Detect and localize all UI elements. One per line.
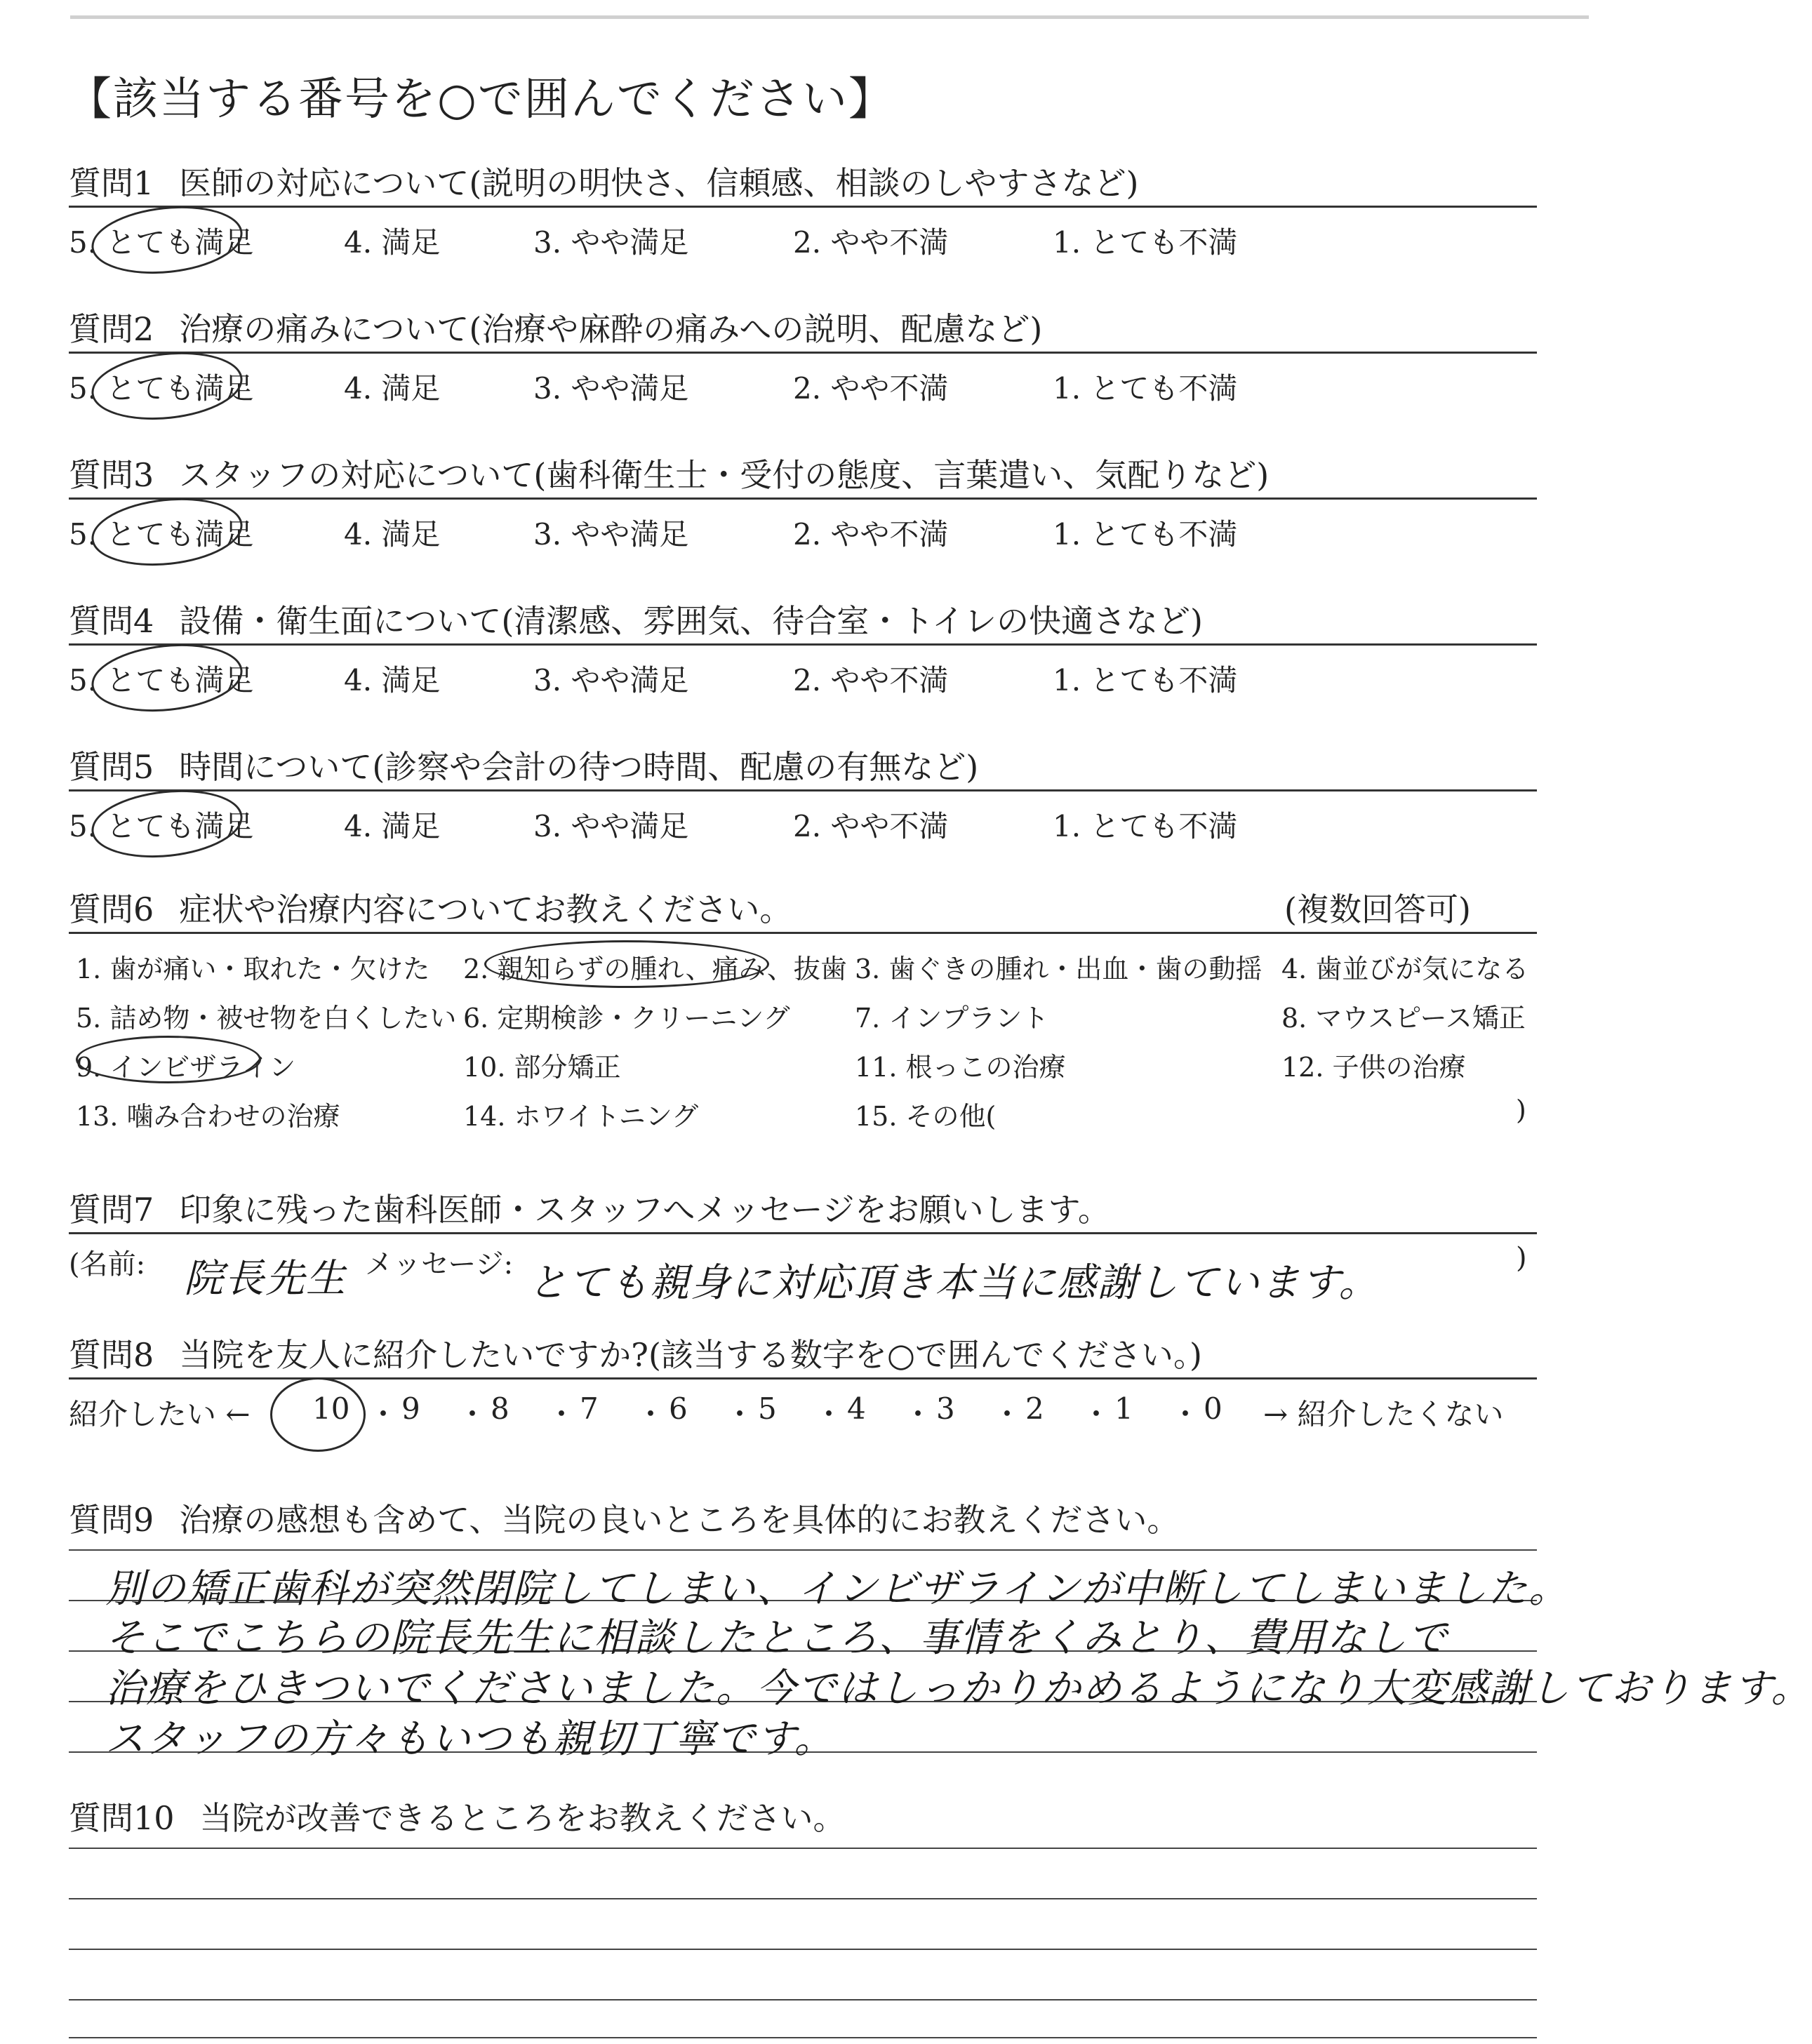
question-rule bbox=[69, 789, 1537, 791]
handwritten-message: とても親身に対応頂き本当に感謝しています。 bbox=[528, 1260, 1380, 1306]
question-text: 治療の感想も含めて、当院の良いところを具体的にお教えください。 bbox=[179, 1501, 1180, 1539]
rating-option[interactable]: 1. とても不満 bbox=[1053, 517, 1238, 552]
rating-option[interactable]: 2. やや不満 bbox=[793, 225, 949, 260]
question-rule bbox=[69, 497, 1537, 500]
question-text: 当院が改善できるところをお教えください。 bbox=[199, 1799, 846, 1837]
scale-separator: ・ bbox=[547, 1397, 577, 1431]
question-text: 時間について(診察や会計の待つ時間、配慮の有無など) bbox=[179, 748, 979, 786]
question-rule bbox=[69, 1377, 1537, 1380]
treatment-option[interactable]: 8. マウスピース矯正 bbox=[1281, 1003, 1526, 1034]
rating-option[interactable]: 4. 満足 bbox=[344, 225, 441, 260]
selection-circle bbox=[88, 345, 246, 427]
rating-option[interactable]: 5. とても満足 bbox=[69, 809, 254, 843]
question-number: 質問10 bbox=[69, 1799, 175, 1837]
rating-option[interactable]: 3. やや満足 bbox=[533, 809, 689, 843]
rating-option[interactable]: 1. とても不満 bbox=[1053, 809, 1238, 843]
closing-paren: ) bbox=[1516, 1242, 1527, 1274]
scale-value[interactable]: 9 bbox=[401, 1391, 420, 1426]
question-text: 治療の痛みについて(治療や麻酔の痛みへの説明、配慮など) bbox=[179, 310, 1043, 348]
rating-option[interactable]: 3. やや満足 bbox=[533, 225, 689, 260]
question-text: スタッフの対応について(歯科衛生士・受付の態度、言葉遣い、気配りなど) bbox=[179, 456, 1270, 494]
question-number: 質問5 bbox=[69, 748, 154, 786]
treatment-option[interactable]: 11. 根っこの治療 bbox=[855, 1052, 1066, 1083]
question-rule bbox=[69, 932, 1537, 934]
rating-option[interactable]: 4. 満足 bbox=[344, 809, 441, 843]
rating-option[interactable]: 4. 満足 bbox=[344, 371, 441, 406]
scale-value[interactable]: 4 bbox=[847, 1391, 866, 1426]
handwritten-name: 院長先生 bbox=[184, 1256, 347, 1302]
scale-value[interactable]: 5 bbox=[758, 1391, 777, 1426]
question-number: 質問9 bbox=[69, 1501, 154, 1539]
scale-separator: ・ bbox=[992, 1397, 1022, 1431]
rating-option[interactable]: 5. とても満足 bbox=[69, 371, 254, 406]
question-number: 質問1 bbox=[69, 164, 154, 202]
question-rule bbox=[69, 643, 1537, 646]
scale-separator: ・ bbox=[458, 1397, 488, 1431]
question-text: 設備・衛生面について(清潔感、雰囲気、待合室・トイレの快適さなど) bbox=[179, 602, 1203, 640]
selection-circle bbox=[88, 491, 246, 573]
rating-option[interactable]: 2. やや不満 bbox=[793, 663, 949, 697]
question-number: 質問4 bbox=[69, 602, 154, 640]
scale-value[interactable]: 3 bbox=[936, 1391, 955, 1426]
question-number: 質問7 bbox=[69, 1191, 154, 1229]
treatment-option[interactable]: 12. 子供の治療 bbox=[1281, 1052, 1466, 1083]
scale-separator: ・ bbox=[903, 1397, 933, 1431]
rating-option[interactable]: 2. やや不満 bbox=[793, 371, 949, 406]
scale-separator: ・ bbox=[1171, 1397, 1201, 1431]
treatment-option[interactable]: 13. 噛み合わせの治療 bbox=[76, 1101, 340, 1132]
message-label: メッセージ: bbox=[365, 1248, 514, 1281]
question-number: 質問6 bbox=[69, 890, 154, 928]
multiple-answer-note: (複数回答可) bbox=[1284, 890, 1471, 928]
rating-option[interactable]: 5. とても満足 bbox=[69, 517, 254, 552]
rating-option[interactable]: 4. 満足 bbox=[344, 663, 441, 697]
scale-value[interactable]: 2 bbox=[1025, 1391, 1044, 1426]
answer-line: そこでこちらの院長先生に相談したところ、事情をくみとり、費用なしで bbox=[105, 1615, 1448, 1661]
question-rule bbox=[69, 352, 1537, 354]
treatment-option[interactable]: 15. その他( bbox=[855, 1101, 997, 1132]
scale-separator: ・ bbox=[368, 1397, 399, 1431]
question-text: 症状や治療内容についてお教えください。 bbox=[179, 890, 792, 928]
scale-value[interactable]: 10 bbox=[312, 1391, 350, 1426]
question-rule bbox=[69, 206, 1537, 208]
answer-line: 別の矯正歯科が突然閉院してしまい、インビザラインが中断してしまいました。 bbox=[105, 1566, 1570, 1612]
rating-option[interactable]: 5. とても満足 bbox=[69, 663, 254, 697]
rating-option[interactable]: 2. やや不満 bbox=[793, 517, 949, 552]
top-rule bbox=[70, 15, 1589, 19]
treatment-option[interactable]: 9. インビザライン bbox=[76, 1052, 296, 1083]
question-number: 質問3 bbox=[69, 456, 154, 494]
treatment-option[interactable]: 6. 定期検診・クリーニング bbox=[463, 1003, 790, 1034]
rating-option[interactable]: 5. とても満足 bbox=[69, 225, 254, 260]
selection-circle bbox=[484, 940, 769, 988]
scale-value[interactable]: 0 bbox=[1204, 1391, 1223, 1426]
selection-circle bbox=[88, 783, 246, 864]
selection-circle bbox=[88, 637, 246, 719]
question-number: 質問2 bbox=[69, 310, 154, 348]
treatment-option[interactable]: 7. インプラント bbox=[855, 1003, 1049, 1034]
scale-separator: ・ bbox=[814, 1397, 844, 1431]
rating-option[interactable]: 1. とても不満 bbox=[1053, 371, 1238, 406]
question-rule bbox=[69, 1232, 1537, 1234]
answer-line: 治療をひきついでくださいました。今ではしっかりかめるようになり大変感謝しております。 bbox=[105, 1666, 1812, 1711]
name-label: (名前: bbox=[69, 1248, 146, 1281]
scale-value[interactable]: 8 bbox=[491, 1391, 509, 1426]
rating-option[interactable]: 1. とても不満 bbox=[1053, 225, 1238, 260]
treatment-option[interactable]: 3. 歯ぐきの腫れ・出血・歯の動揺 bbox=[855, 954, 1263, 984]
rating-option[interactable]: 3. やや満足 bbox=[533, 663, 689, 697]
answer-line: スタッフの方々もいつも親切丁寧です。 bbox=[105, 1716, 835, 1762]
scale-separator: ・ bbox=[1081, 1397, 1112, 1431]
rating-option[interactable]: 3. やや満足 bbox=[533, 517, 689, 552]
question-text: 医師の対応について(説明の明快さ、信頼感、相談のしやすさなど) bbox=[179, 164, 1139, 202]
selection-circle bbox=[88, 199, 246, 281]
treatment-option: ) bbox=[1516, 1095, 1526, 1125]
treatment-option[interactable]: 10. 部分矯正 bbox=[463, 1052, 621, 1083]
treatment-option[interactable]: 2. 親知らずの腫れ、痛み、抜歯 bbox=[463, 954, 847, 984]
rating-option[interactable]: 3. やや満足 bbox=[533, 371, 689, 406]
selection-circle bbox=[270, 1377, 366, 1452]
rating-option[interactable]: 2. やや不満 bbox=[793, 809, 949, 843]
treatment-option[interactable]: 1. 歯が痛い・取れた・欠けた bbox=[76, 954, 430, 984]
recommend-right-label: → 紹介したくない bbox=[1263, 1397, 1504, 1431]
scale-separator: ・ bbox=[636, 1397, 666, 1431]
scale-separator: ・ bbox=[725, 1397, 755, 1431]
treatment-option[interactable]: 4. 歯並びが気になる bbox=[1281, 954, 1529, 984]
scale-value[interactable]: 7 bbox=[580, 1391, 599, 1426]
recommend-left-label: 紹介したい ← bbox=[69, 1397, 251, 1431]
question-text: 印象に残った歯科医師・スタッフへメッセージをお願いします。 bbox=[179, 1191, 1110, 1229]
treatment-option[interactable]: 5. 詰め物・被せ物を白くしたい bbox=[76, 1003, 457, 1034]
rating-option[interactable]: 1. とても不満 bbox=[1053, 663, 1238, 697]
question-number: 質問8 bbox=[69, 1336, 154, 1374]
page-title: 【該当する番号を○で囲んでください】 bbox=[67, 74, 895, 126]
question-text: 当院を友人に紹介したいですか?(該当する数字を○で囲んでください。) bbox=[179, 1336, 1202, 1374]
treatment-option[interactable]: 14. ホワイトニング bbox=[463, 1101, 699, 1132]
rating-option[interactable]: 4. 満足 bbox=[344, 517, 441, 552]
selection-circle bbox=[76, 1036, 261, 1083]
scale-value[interactable]: 1 bbox=[1114, 1391, 1133, 1426]
scale-value[interactable]: 6 bbox=[669, 1391, 688, 1426]
